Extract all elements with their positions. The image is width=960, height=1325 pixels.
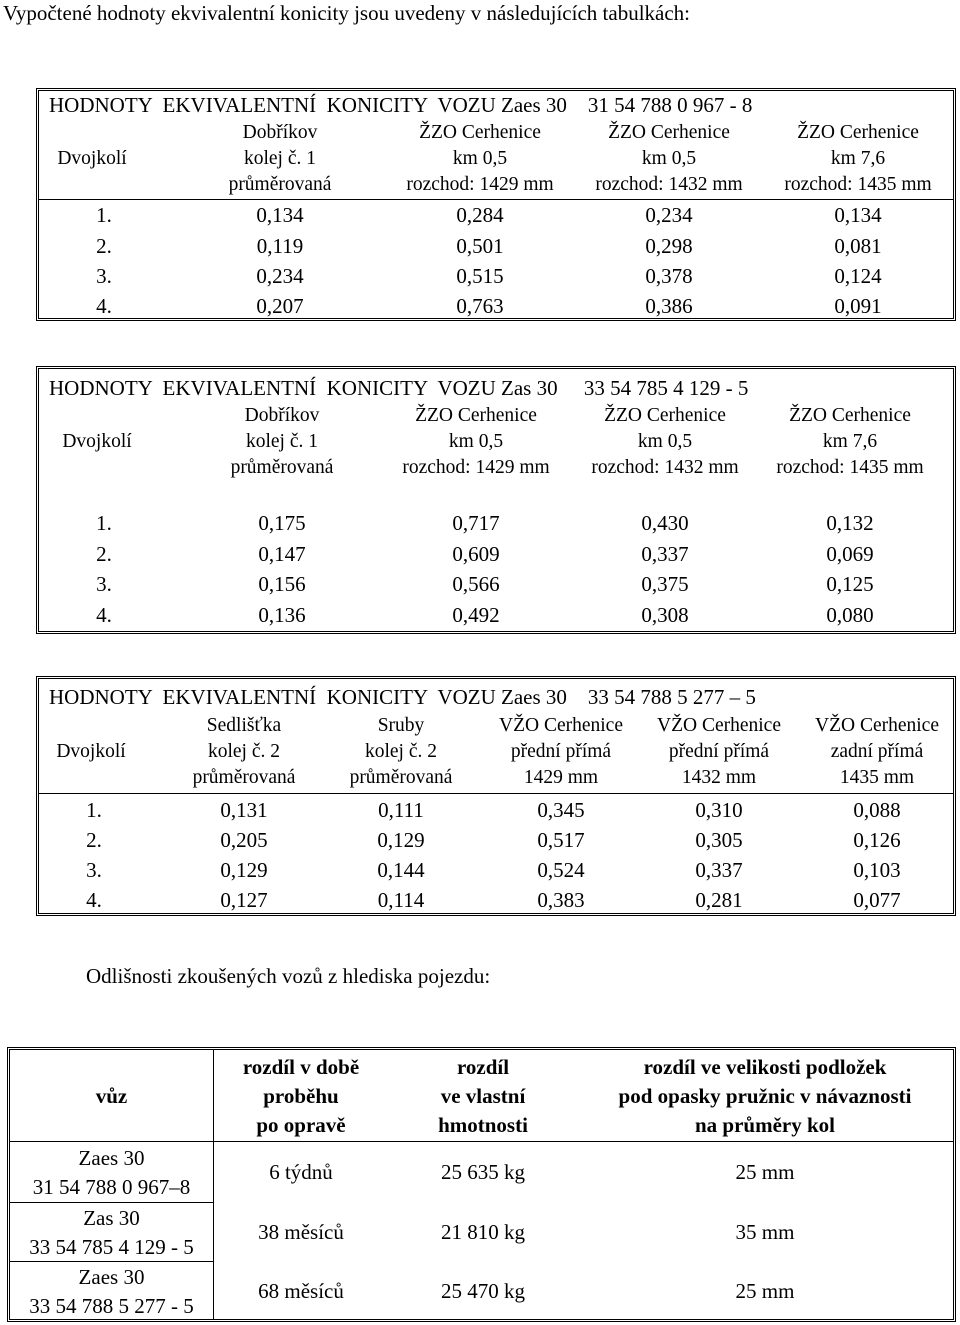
value-cell: 0,156 <box>258 572 306 596</box>
value-cell: 0,129 <box>377 828 425 852</box>
value-cell: 0,305 <box>695 828 743 852</box>
value-cell: 0,134 <box>256 203 304 227</box>
value-cell: 0,524 <box>537 858 585 882</box>
value-cell: 0,234 <box>256 264 304 288</box>
value-cell: 0,125 <box>826 572 874 596</box>
value-cell: 0,069 <box>826 542 874 566</box>
value-cell: 0,308 <box>641 603 689 627</box>
table-title: HODNOTY EKVIVALENTNÍ KONICITY VOZU Zas 30 33 54 785 4 129 - 5 <box>49 376 749 400</box>
value-cell: 0,492 <box>452 603 500 627</box>
value-cell: 0,131 <box>220 798 268 822</box>
value-cell: 0,080 <box>826 603 874 627</box>
konicity-table-2 <box>36 366 956 634</box>
konicity-table-1 <box>36 88 956 321</box>
value-cell: 0,081 <box>834 234 882 258</box>
row-header: Dvojkolí <box>56 741 126 762</box>
column-header: rozdíl ve vlastní hmotnosti <box>438 1055 528 1137</box>
value-cell: 0,103 <box>853 858 901 882</box>
column-header: ŽZO Cerhenice km 0,5 rozchod: 1429 mm <box>402 405 550 478</box>
value-cell: 25 mm <box>735 1279 795 1303</box>
dvojkoli-cell: 2. <box>96 234 112 258</box>
value-cell: 0,386 <box>645 294 693 318</box>
row-divider <box>10 1202 213 1203</box>
column-header: ŽZO Cerhenice km 7,6 rozchod: 1435 mm <box>776 405 924 478</box>
differences-table <box>7 1047 956 1322</box>
value-cell: 0,119 <box>256 234 304 258</box>
value-cell: 0,345 <box>537 798 585 822</box>
column-header: ŽZO Cerhenice km 0,5 rozchod: 1429 mm <box>406 122 554 195</box>
car-cell: Zaes 30 31 54 788 0 967–8 <box>32 1146 191 1199</box>
value-cell: 0,234 <box>645 203 693 227</box>
car-cell: Zas 30 33 54 785 4 129 - 5 <box>29 1206 194 1259</box>
value-cell: 35 mm <box>735 1220 795 1244</box>
value-cell: 38 měsíců <box>258 1220 344 1244</box>
row-header: Dvojkolí <box>57 148 127 169</box>
column-header: ŽZO Cerhenice km 7,6 rozchod: 1435 mm <box>784 122 932 195</box>
value-cell: 0,298 <box>645 234 693 258</box>
row-header: Dvojkolí <box>62 431 132 452</box>
value-cell: 0,175 <box>258 511 306 535</box>
dvojkoli-cell: 4. <box>96 603 112 627</box>
value-cell: 0,517 <box>537 828 585 852</box>
value-cell: 0,136 <box>258 603 306 627</box>
value-cell: 0,717 <box>452 511 500 535</box>
dvojkoli-cell: 1. <box>86 798 102 822</box>
value-cell: 68 měsíců <box>258 1279 344 1303</box>
value-cell: 0,091 <box>834 294 882 318</box>
column-header: Dobříkov kolej č. 1 průměrovaná <box>228 122 332 195</box>
dvojkoli-cell: 3. <box>86 858 102 882</box>
value-cell: 0,088 <box>853 798 901 822</box>
value-cell: 0,127 <box>220 888 268 912</box>
column-header: Sruby kolej č. 2 průměrovaná <box>349 715 453 788</box>
value-cell: 25 470 kg <box>441 1279 525 1303</box>
column-header: VŽO Cerhenice přední přímá 1429 mm <box>499 715 623 788</box>
value-cell: 0,132 <box>826 511 874 535</box>
value-cell: 0,609 <box>452 542 500 566</box>
column-header: rozdíl ve velikosti podložek pod opasky pružnic v návaznosti na průměry kol <box>618 1055 912 1137</box>
header-divider <box>10 1141 953 1142</box>
value-cell: 0,114 <box>377 888 425 912</box>
header-divider <box>39 793 953 794</box>
column-header: VŽO Cerhenice zadní přímá 1435 mm <box>815 715 939 788</box>
column-header: ŽZO Cerhenice km 0,5 rozchod: 1432 mm <box>595 122 743 195</box>
dvojkoli-cell: 2. <box>86 828 102 852</box>
column-header: ŽZO Cerhenice km 0,5 rozchod: 1432 mm <box>591 405 739 478</box>
column-header: Sedlišťka kolej č. 2 průměrovaná <box>192 715 296 788</box>
value-cell: 0,310 <box>695 798 743 822</box>
section-heading: Odlišnosti zkoušených vozů z hlediska pojezdu: <box>86 964 491 988</box>
table-title: HODNOTY EKVIVALENTNÍ KONICITY VOZU Zaes 30 31 54 788 0 967 - 8 <box>49 93 753 117</box>
value-cell: 0,281 <box>695 888 743 912</box>
dvojkoli-cell: 1. <box>96 203 112 227</box>
value-cell: 0,337 <box>695 858 743 882</box>
car-cell: Zaes 30 33 54 788 5 277 - 5 <box>29 1265 194 1318</box>
dvojkoli-cell: 1. <box>96 511 112 535</box>
value-cell: 0,144 <box>377 858 425 882</box>
value-cell: 0,763 <box>456 294 504 318</box>
value-cell: 21 810 kg <box>441 1220 525 1244</box>
value-cell: 0,375 <box>641 572 689 596</box>
value-cell: 0,077 <box>853 888 901 912</box>
konicity-table-3 <box>36 676 956 916</box>
column-header: Dobříkov kolej č. 1 průměrovaná <box>230 405 334 478</box>
column-header: VŽO Cerhenice přední přímá 1432 mm <box>657 715 781 788</box>
dvojkoli-cell: 2. <box>96 542 112 566</box>
value-cell: 0,124 <box>834 264 882 288</box>
value-cell: 25 mm <box>735 1160 795 1184</box>
column-header: vůz <box>95 1084 128 1108</box>
value-cell: 6 týdnů <box>269 1160 333 1184</box>
table-title: HODNOTY EKVIVALENTNÍ KONICITY VOZU Zaes 30 33 54 788 5 277 – 5 <box>49 685 756 709</box>
value-cell: 0,111 <box>378 798 424 822</box>
value-cell: 0,284 <box>456 203 504 227</box>
value-cell: 0,337 <box>641 542 689 566</box>
value-cell: 0,205 <box>220 828 268 852</box>
intro-text: Vypočtené hodnoty ekvivalentní konicity jsou uvedeny v následujících tabulkách: <box>3 1 691 25</box>
column-header: rozdíl v době proběhu po opravě <box>242 1055 360 1137</box>
value-cell: 0,129 <box>220 858 268 882</box>
value-cell: 0,383 <box>537 888 585 912</box>
dvojkoli-cell: 4. <box>96 294 112 318</box>
value-cell: 0,430 <box>641 511 689 535</box>
value-cell: 0,501 <box>456 234 504 258</box>
value-cell: 0,134 <box>834 203 882 227</box>
dvojkoli-cell: 3. <box>96 264 112 288</box>
dvojkoli-cell: 3. <box>96 572 112 596</box>
value-cell: 0,126 <box>853 828 901 852</box>
value-cell: 0,207 <box>256 294 304 318</box>
value-cell: 0,147 <box>258 542 306 566</box>
value-cell: 0,515 <box>456 264 504 288</box>
value-cell: 25 635 kg <box>441 1160 525 1184</box>
value-cell: 0,378 <box>645 264 693 288</box>
dvojkoli-cell: 4. <box>86 888 102 912</box>
value-cell: 0,566 <box>452 572 500 596</box>
